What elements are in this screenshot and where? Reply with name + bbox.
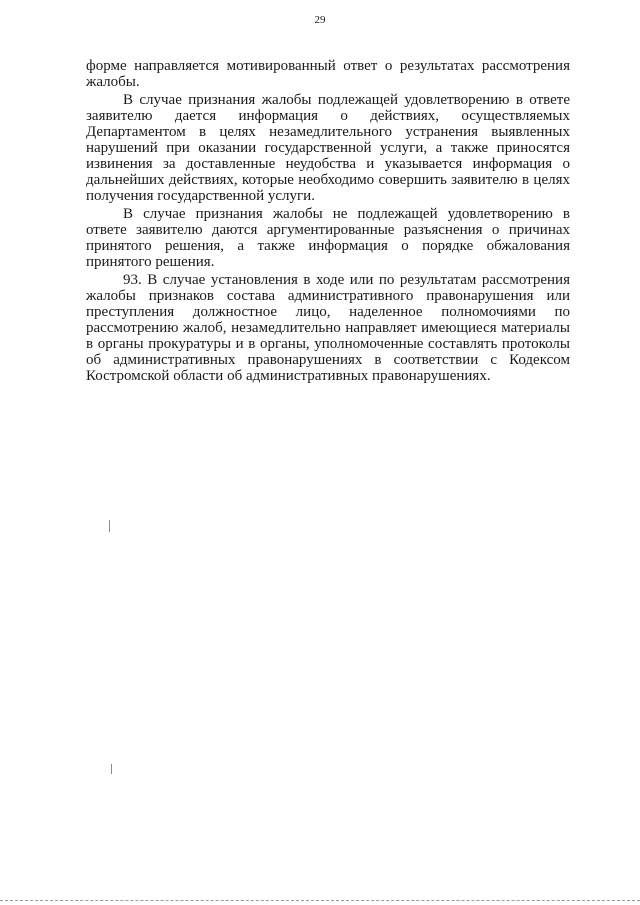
page-number: 29 (314, 14, 326, 26)
scan-bottom-edge (0, 900, 640, 901)
document-body (86, 58, 570, 384)
scan-artifact-mark (109, 520, 110, 532)
scan-artifact-mark (111, 764, 112, 774)
paragraph-continuation: форме направляется мотивированный ответ о результатах рассмотрения жалобы. (86, 58, 570, 90)
paragraph-complaint-rejected: В случае признания жалобы не подлежащей удовлетворению в ответе заявителю даются аргументированные разъяснения о причинах принятого решения, а также информация о порядке обжалования принятого решения. (86, 206, 570, 270)
paragraph-item-93: 93. В случае установления в ходе или по результатам рассмотрения жалобы признаков состава административного правонарушения или преступления должностное лицо, наделенное полномочиями по рассмотрению жалоб, незамедлительно направляет имеющиеся материалы в органы прокуратуры и в органы, уполномоченные составлять протоколы об административных правонарушениях в соответствии с Кодексом Костромской области об административных правонарушениях. (86, 272, 570, 384)
paragraph-complaint-satisfied: В случае признания жалобы подлежащей удовлетворению в ответе заявителю дается информация о действиях, осуществляемых Департаментом в целях незамедлительного устранения выявленных нарушений при оказании государственной услуги, а также приносятся извинения за доставленные неудобства и указывается информация о дальнейших действиях, которые необходимо совершить заявителю в целях получения государственной услуги. (86, 92, 570, 204)
